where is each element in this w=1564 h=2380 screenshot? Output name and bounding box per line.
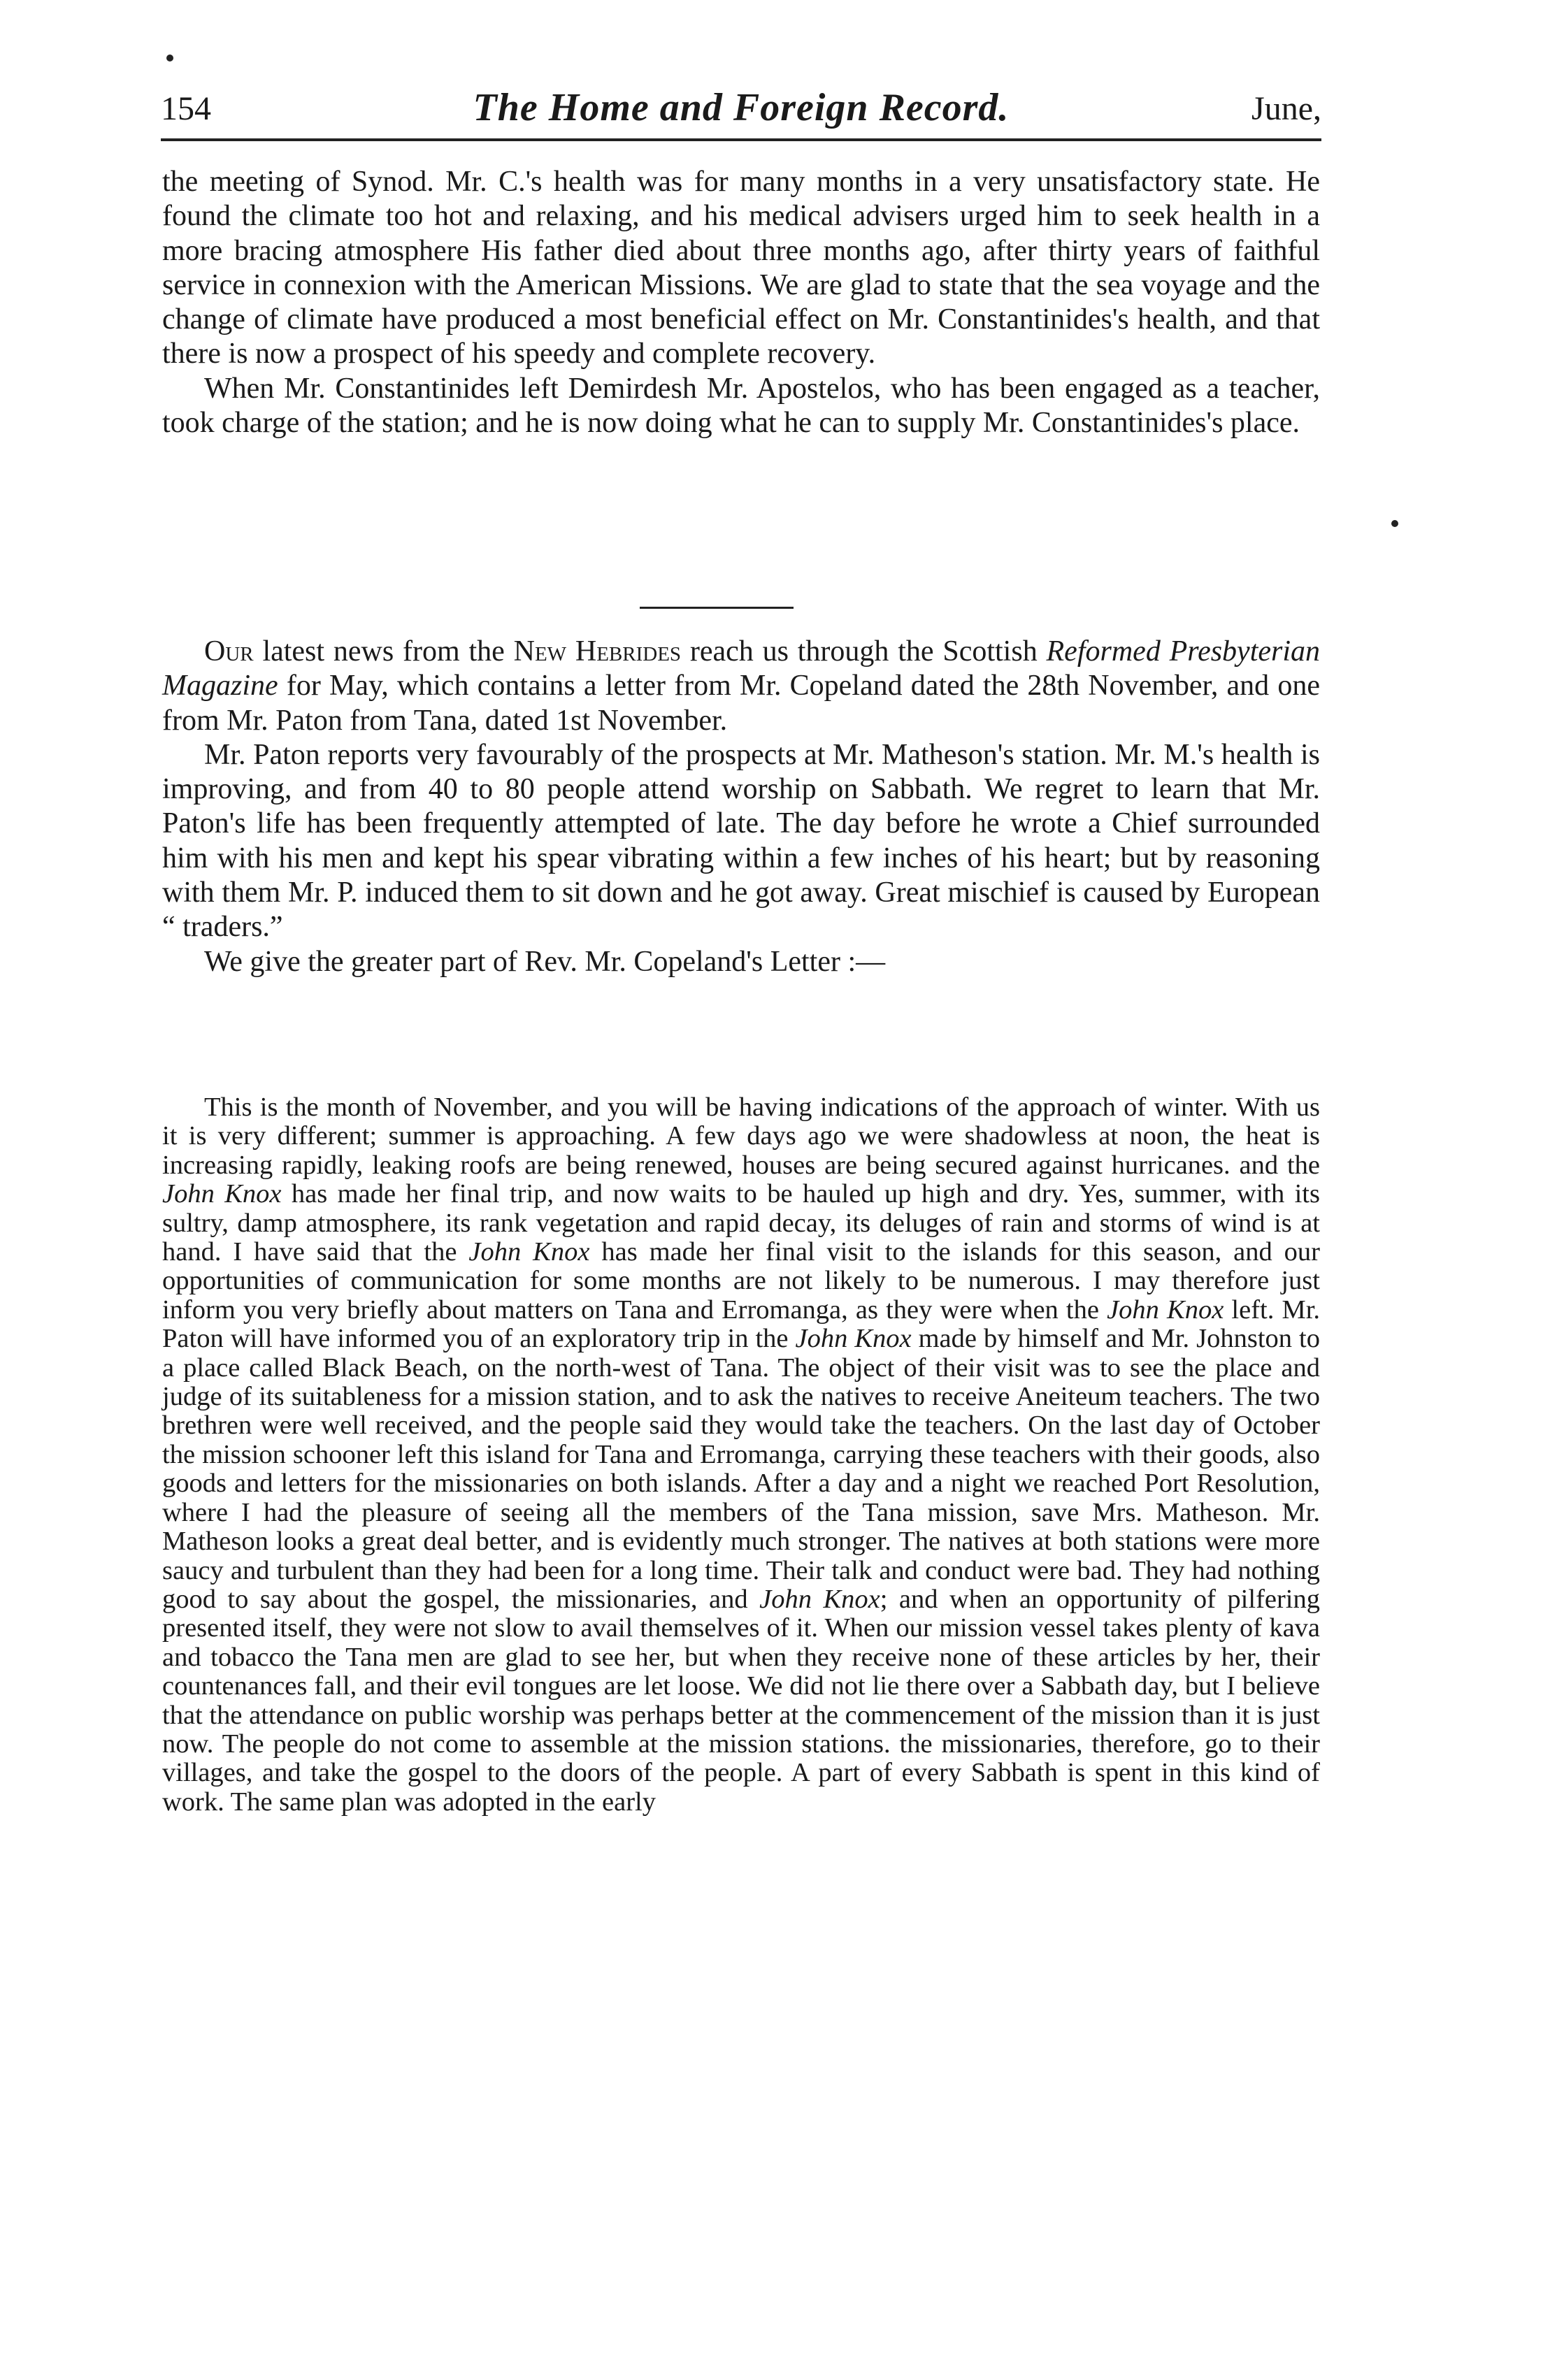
text-run: reach us through the Scottish bbox=[681, 635, 1047, 668]
paragraph: Mr. Paton reports very favourably of the prospects at Mr. Matheson's station. Mr. M.'s health is improving, and from 40 to 80 people attend worship on Sabbath. We regret to learn that Mr. Paton's life has been frequently attempted of late. The day before he wrote a Chief surrounded him with his men and kept his spear vibrating within a few inches of his heart; but by reasoning with them Mr. P. induced them to sit down and he got away. Great mischief is caused by European “ traders.” bbox=[162, 738, 1320, 944]
paragraph: When Mr. Constantinides left Demirdesh Mr. Apostelos, who has been engaged as a teacher, took charge of the station; and he is now doing what he can to supply Mr. Constantinides's place. bbox=[162, 372, 1320, 440]
ship-name: John Knox bbox=[759, 1584, 880, 1614]
page-number: 154 bbox=[161, 90, 211, 127]
section-divider bbox=[640, 607, 794, 609]
lead-word: Our bbox=[204, 635, 254, 668]
letter-text bbox=[162, 1093, 1320, 1817]
issue-month: June, bbox=[1251, 90, 1321, 127]
text-run: for May, which contains a letter from Mr. Copeland dated the 28th November, and one from Mr. Paton from Tana, dated 1st November. bbox=[162, 670, 1320, 737]
section-constantinides bbox=[162, 165, 1320, 440]
ship-name: John Knox bbox=[795, 1324, 912, 1354]
text-run: ; and when an opportunity of pilfering presented itself, they were not slow to avail themselves of it. When our mission vessel takes plenty of kava and tobacco the Tana men are glad to see her, but when they receive none of these articles by her, their countenances fall, and their evil tongues are let loose. We did not lie there over a Sabbath day, but I believe that the attendance on public worship was perhaps better at the commencement of the mission than it is just now. The people do not come to assemble at the mission stations. the missionaries, therefore, go to their villages, and take the gospel to the doors of the people. A part of every Sabbath is spent in this kind of work. The same plan was adopted in the early bbox=[162, 1584, 1320, 1817]
ship-name: John Knox bbox=[468, 1237, 590, 1267]
text-run: latest news from the bbox=[253, 635, 514, 668]
paragraph: the meeting of Synod. Mr. C.'s health was for many months in a very unsatisfactory state. He found the climate too hot and relaxing, and his medical advisers urged him to seek health in a more bracing atmosphere His father died about three months ago, after thirty years of faithful service in connexion with the American Missions. We are glad to state that the sea voyage and the change of climate have produced a most beneficial effect on Mr. Constantinides's health, and that there is now a prospect of his speedy and complete recovery. bbox=[162, 166, 1320, 370]
running-header bbox=[161, 82, 1321, 141]
section-new-hebrides bbox=[162, 635, 1320, 979]
text-run: made by himself and Mr. Johnston to a place called Black Beach, on the north-west of Tana. The object of their visit was to see the place and judge of its suitableness for a mission station, and to ask the natives to receive Aneiteum teachers. The two brethren were well received, and the people said they would take the teachers. On the last day of October the mission schooner left this island for Tana and Erromanga, carrying these teachers with their goods, also goods and letters for the missionaries on both islands. After a day and a night we reached Port Resolution, where I had the pleasure of seeing all the members of the Tana mission, save Mrs. Matheson. Mr. Matheson looks a great deal better, and is evidently much stronger. The natives at both stations were more saucy and turbulent than they had been for a long time. Their talk and conduct were bad. They had nothing good to say about the gospel, the missionaries, and bbox=[162, 1324, 1320, 1614]
text-run: has made her final visit to the islands for this season, and our opportunities of communication for some months are not likely to be numerous. I may therefore just inform you very briefly about matters on Tana and Erromanga, as they were when the bbox=[162, 1237, 1320, 1325]
print-speck bbox=[1391, 520, 1398, 527]
magazine-title: Reformed Presbyterian Magazine bbox=[162, 635, 1321, 702]
text-run: has made her final trip, and now waits to be hauled up high and dry. Yes, summer, with its sultry, damp atmosphere, its rank vegetation and rapid decay, its deluges of rain and storms of wind is at hand. I have said that the bbox=[162, 1179, 1320, 1267]
text-run: This is the month of November, and you will be having indications of the approach of winter. With us it is very different; summer is approaching. A few days ago we were shadowless at noon, the heat is increasing rapidly, leaking roofs are being renewed, houses are being secured against hurricanes. and the bbox=[162, 1092, 1320, 1180]
journal-title: The Home and Foreign Record. bbox=[473, 86, 1010, 129]
paragraph: We give the greater part of Rev. Mr. Copeland's Letter :— bbox=[204, 945, 886, 978]
paragraph bbox=[162, 635, 1320, 738]
text-run: left. Mr. Paton will have informed you of an exploratory trip in the bbox=[162, 1294, 1321, 1354]
print-speck bbox=[166, 55, 173, 62]
copeland-letter bbox=[162, 1093, 1320, 1817]
place-name: New Hebrides bbox=[513, 635, 682, 668]
ship-name: John Knox bbox=[1107, 1294, 1224, 1325]
ship-name: John Knox bbox=[162, 1179, 282, 1209]
